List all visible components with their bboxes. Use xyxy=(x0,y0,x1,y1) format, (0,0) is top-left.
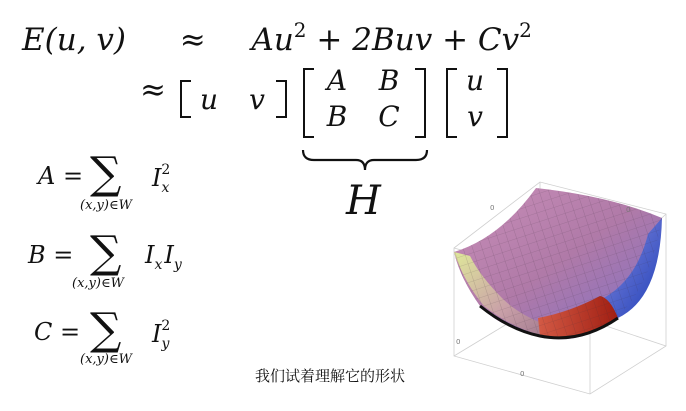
matrix-approx-symbol: ≈ xyxy=(140,72,166,108)
col-vector-left-bracket xyxy=(446,68,457,138)
plus-1: + xyxy=(316,22,343,58)
paraboloid-surface xyxy=(454,188,662,339)
approx-symbol: ≈ xyxy=(179,22,206,58)
matrix-b-bottom: B xyxy=(326,100,348,133)
col-vector-right-bracket xyxy=(497,68,508,138)
underbrace xyxy=(300,148,430,174)
equation-lhs: E(u, v) xyxy=(22,22,127,58)
term-au: Au xyxy=(251,22,294,58)
sum-index-a: (x,y)∈W xyxy=(80,198,132,213)
sigma-a: ∑ xyxy=(90,148,122,199)
matrix-c: C xyxy=(378,100,400,133)
definition-c-lhs: C = xyxy=(34,318,81,346)
definition-a-term: $I_x^2$ xyxy=(152,162,171,196)
row-vector-left-bracket xyxy=(180,80,191,118)
matrix-right-bracket xyxy=(415,68,426,138)
matrix-b-top: B xyxy=(378,64,400,97)
tick-label-4: 0 xyxy=(520,370,525,378)
col-vector-u: u xyxy=(465,64,485,97)
plus-2: + xyxy=(442,22,469,58)
matrix-left-bracket xyxy=(303,68,314,138)
definition-a-lhs: A = xyxy=(38,162,84,190)
sum-index-c: (x,y)∈W xyxy=(80,352,132,367)
term-2buv: 2Buv xyxy=(352,22,433,58)
tick-label-3: 0 xyxy=(456,338,461,346)
brace-label-h: H xyxy=(346,178,381,224)
col-vector-v: v xyxy=(467,100,483,133)
tick-label-1: 0 xyxy=(490,204,495,212)
sigma-b: ∑ xyxy=(90,227,122,278)
term-au-exp: 2 xyxy=(293,18,307,42)
matrix-a: A xyxy=(326,64,348,97)
definition-c-term: $I_y^2$ xyxy=(152,318,171,352)
definition-b-lhs: B = xyxy=(28,241,74,269)
row-vector-u: u xyxy=(199,83,219,116)
surface-plot xyxy=(440,178,680,403)
sum-index-b: (x,y)∈W xyxy=(72,276,124,291)
row-vector-v: v xyxy=(249,83,265,116)
energy-equation xyxy=(22,18,532,58)
sigma-c: ∑ xyxy=(90,304,122,355)
caption-text: 我们试着理解它的形状 xyxy=(255,367,406,385)
term-cv: Cv xyxy=(477,22,520,58)
tick-label-2: 0 xyxy=(626,206,631,214)
row-vector-right-bracket xyxy=(276,80,287,118)
term-cv-exp: 2 xyxy=(519,18,532,42)
definition-b-term: $I_xI_y$ xyxy=(145,241,182,273)
